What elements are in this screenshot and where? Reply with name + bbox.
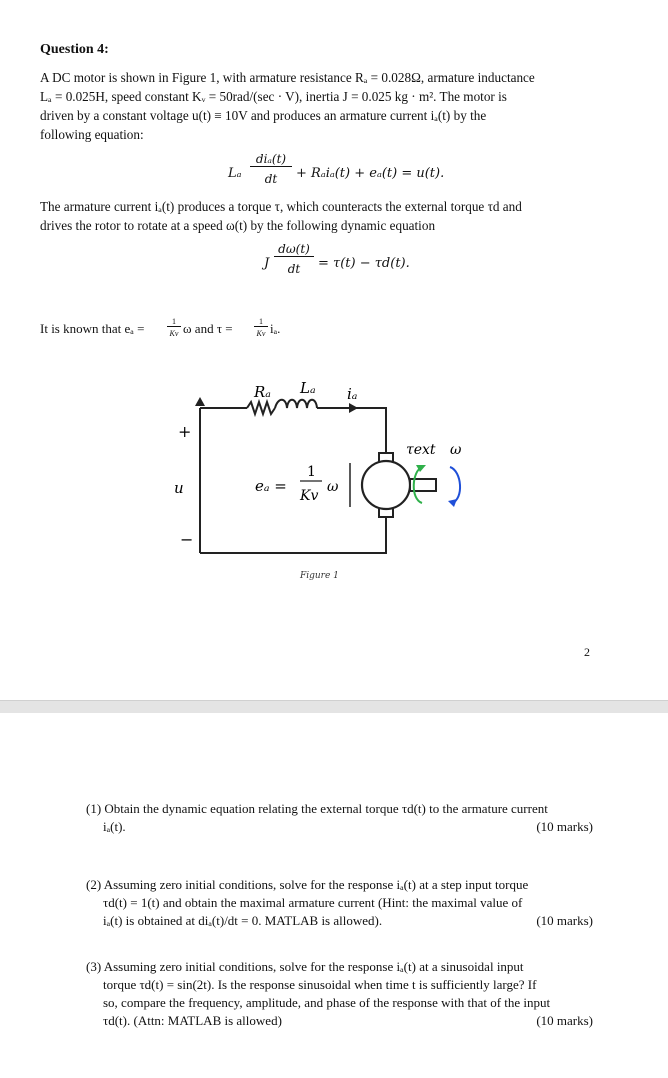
page-separator: [0, 700, 668, 714]
motor-circle: [362, 461, 410, 509]
page-number: 2: [584, 645, 590, 659]
known-suffix: iₐ.: [270, 321, 281, 336]
intro-line: Lₐ = 0.025H, speed constant Kᵥ = 50rad/(sec · V), inertia J = 0.025 kg · m². The motor is: [40, 89, 507, 104]
eq1-lead: Lₐ: [228, 166, 242, 181]
label-omega: ω: [327, 479, 339, 495]
inductor-symbol: [275, 400, 317, 408]
torque-line: drives the rotor to rotate at a speed ω(t) by the following dynamic equation: [40, 218, 436, 233]
eq2-rest: = τ(t) − τd(t).: [318, 256, 410, 271]
part3-line: τd(t). (Attn: MATLAB is allowed): [103, 1013, 282, 1028]
omega-arrow-icon: [448, 499, 457, 507]
intro-paragraph: [40, 68, 593, 144]
figure-caption: Figure 1: [300, 571, 339, 581]
torque-paragraph: [40, 197, 593, 235]
part1-marks: (10 marks): [536, 819, 593, 834]
current-arrow-head: [349, 403, 358, 413]
label-speed: ω: [450, 442, 462, 458]
part2-line: τd(t) = 1(t) and obtain the maximal armature current (Hint: the maximal value of: [103, 895, 523, 910]
known-mid: ω and τ =: [183, 321, 233, 336]
eq1-denominator: dt: [264, 172, 278, 186]
known-frac2-num: 1: [254, 317, 268, 327]
known-frac1-den: Kv: [169, 329, 179, 338]
part1-line-last: [86, 818, 593, 836]
part1-line: iₐ(t).: [103, 819, 126, 834]
bottom-wire: [200, 515, 386, 553]
part1-line: (1) Obtain the dynamic equation relating the external torque τd(t) to the armature current: [86, 801, 548, 816]
omega-arc: [450, 467, 460, 503]
eq1-rest: + Rₐiₐ(t) + eₐ(t) = u(t).: [296, 166, 445, 181]
intro-line: A DC motor is shown in Figure 1, with armature resistance Rₐ = 0.028Ω, armature inductance: [40, 70, 535, 85]
label-inductance: Lₐ: [300, 379, 316, 397]
label-resistance: Rₐ: [254, 383, 271, 401]
part3-line-last: [86, 1012, 593, 1030]
voltage-arrow-head: [195, 397, 205, 406]
question-title: Question 4:: [40, 42, 109, 57]
eq2-numerator: dω(t): [274, 242, 314, 257]
figure-circuit-diagram: [160, 375, 500, 590]
intro-line: following equation:: [40, 127, 144, 142]
resistor-symbol: [247, 402, 275, 414]
label-back-emf: eₐ =: [255, 477, 287, 495]
part3-line: so, compare the frequency, amplitude, and phase of the response with that of the input: [103, 995, 551, 1010]
question-part-1: [86, 800, 593, 836]
top-wire-right: [317, 408, 386, 453]
label-minus: −: [180, 530, 194, 549]
part2-marks: (10 marks): [536, 913, 593, 928]
eq2-denominator: dt: [287, 262, 301, 276]
eq2-lead: J: [264, 256, 270, 271]
known-relation: [40, 318, 340, 344]
label-fraction-one: 1: [307, 464, 316, 480]
part3-marks: (10 marks): [536, 1013, 593, 1028]
part3-line: torque τd(t) = sin(2t). Is the response sinusoidal when time t is sufficiently large? If: [103, 977, 537, 992]
page-two: [0, 713, 668, 1078]
question-part-2: [86, 876, 593, 930]
part2-line: iₐ(t) is obtained at diₐ(t)/dt = 0. MATLAB is allowed).: [103, 913, 383, 928]
label-current: iₐ: [347, 385, 358, 403]
label-external-torque: τext: [406, 442, 436, 458]
eq1-numerator: diₐ(t): [250, 152, 292, 167]
known-prefix: It is known that eₐ =: [40, 321, 145, 336]
label-plus: +: [178, 422, 192, 441]
question-part-3: [86, 958, 593, 1030]
torque-line: The armature current iₐ(t) produces a torque τ, which counteracts the external torque τd and: [40, 199, 522, 214]
intro-line: driven by a constant voltage u(t) ≡ 10V and produces an armature current iₐ(t) by the: [40, 108, 487, 123]
part2-line-last: [86, 912, 593, 930]
part2-line: (2) Assuming zero initial conditions, solve for the response iₐ(t) at a step input torque: [86, 877, 529, 892]
label-fraction-kv: Kv: [300, 488, 319, 504]
part3-line: (3) Assuming zero initial conditions, solve for the response iₐ(t) at a sinusoidal input: [86, 959, 524, 974]
label-voltage: u: [174, 479, 184, 497]
known-frac1-num: 1: [167, 317, 181, 327]
known-frac2-den: Kv: [256, 329, 266, 338]
